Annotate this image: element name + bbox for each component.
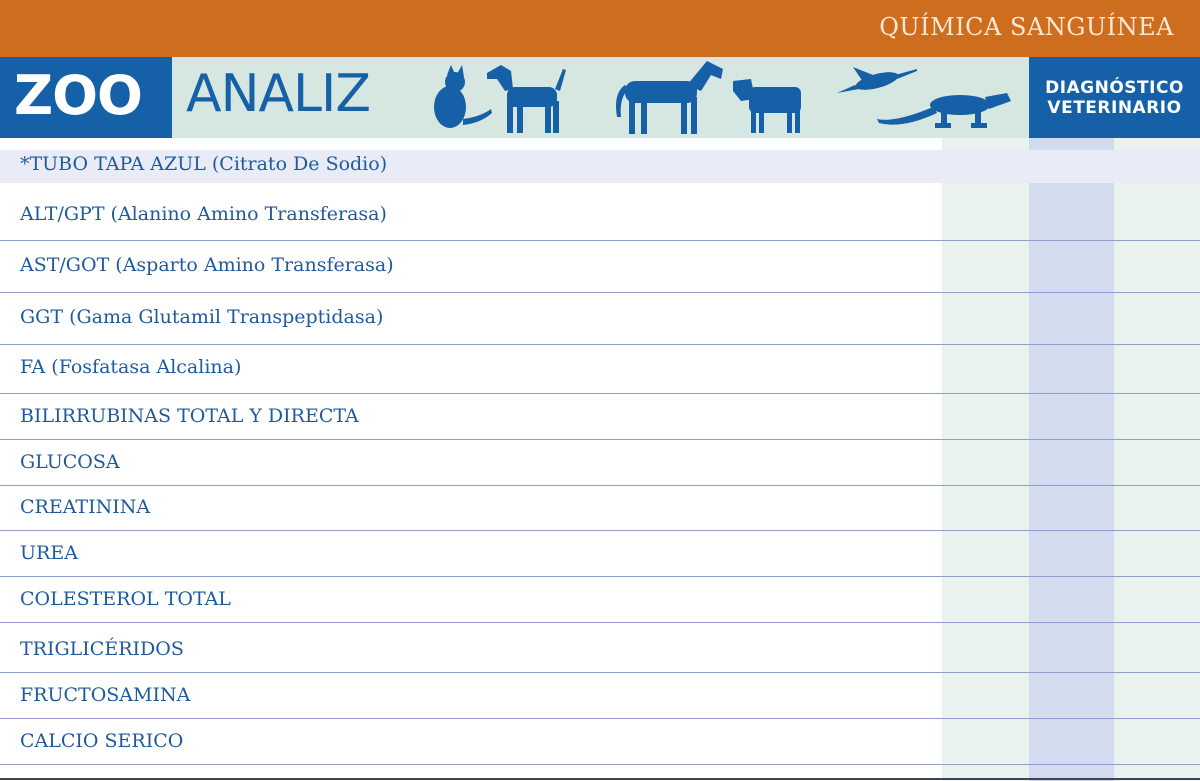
row-divider — [0, 764, 1200, 765]
cow-icon — [733, 79, 801, 133]
test-row-label: CALCIO SERICO — [20, 730, 184, 752]
row-divider — [0, 439, 1200, 440]
test-row-label: FA (Fosfatasa Alcalina) — [20, 356, 242, 378]
row-divider — [0, 393, 1200, 394]
animals-illustration — [425, 57, 1015, 138]
brand-zoo: ZOO — [14, 64, 142, 127]
test-row-label: BILIRRUBINAS TOTAL Y DIRECTA — [20, 405, 359, 427]
test-row-label: FRUCTOSAMINA — [20, 684, 191, 706]
tube-header-label: *TUBO TAPA AZUL (Citrato De Sodio) — [20, 153, 388, 175]
row-divider — [0, 576, 1200, 577]
row-divider — [0, 344, 1200, 345]
bird-icon — [837, 67, 917, 93]
test-row-label: GLUCOSA — [20, 451, 120, 473]
test-row-label: TRIGLICÉRIDOS — [20, 638, 184, 660]
row-divider — [0, 530, 1200, 531]
check-column-1[interactable] — [942, 138, 1029, 781]
test-row-label: CREATININA — [20, 496, 151, 518]
check-column-2[interactable] — [1029, 138, 1114, 781]
cat-icon — [434, 65, 492, 128]
bottom-border — [0, 778, 1200, 780]
row-divider — [0, 240, 1200, 241]
horse-icon — [616, 61, 723, 134]
dog-icon — [487, 65, 566, 133]
lizard-icon — [877, 93, 1011, 128]
test-row-label: GGT (Gama Glutamil Transpeptidasa) — [20, 306, 384, 328]
test-row-label: COLESTEROL TOTAL — [20, 588, 231, 610]
row-divider — [0, 292, 1200, 293]
brand-analiz: ANALIZ — [186, 64, 370, 124]
row-divider — [0, 485, 1200, 486]
row-divider — [0, 718, 1200, 719]
row-divider — [0, 672, 1200, 673]
test-row-label: ALT/GPT (Alanino Amino Transferasa) — [20, 203, 387, 225]
row-divider — [0, 622, 1200, 623]
check-column-3[interactable] — [1114, 138, 1200, 781]
diagnostico-veterinario-label: DIAGNÓSTICO VETERINARIO — [1045, 78, 1184, 118]
page-title: QUÍMICA SANGUÍNEA — [879, 13, 1174, 41]
title-bar — [0, 0, 1200, 57]
test-row-label: AST/GOT (Asparto Amino Transferasa) — [20, 254, 394, 276]
test-row-label: UREA — [20, 542, 78, 564]
